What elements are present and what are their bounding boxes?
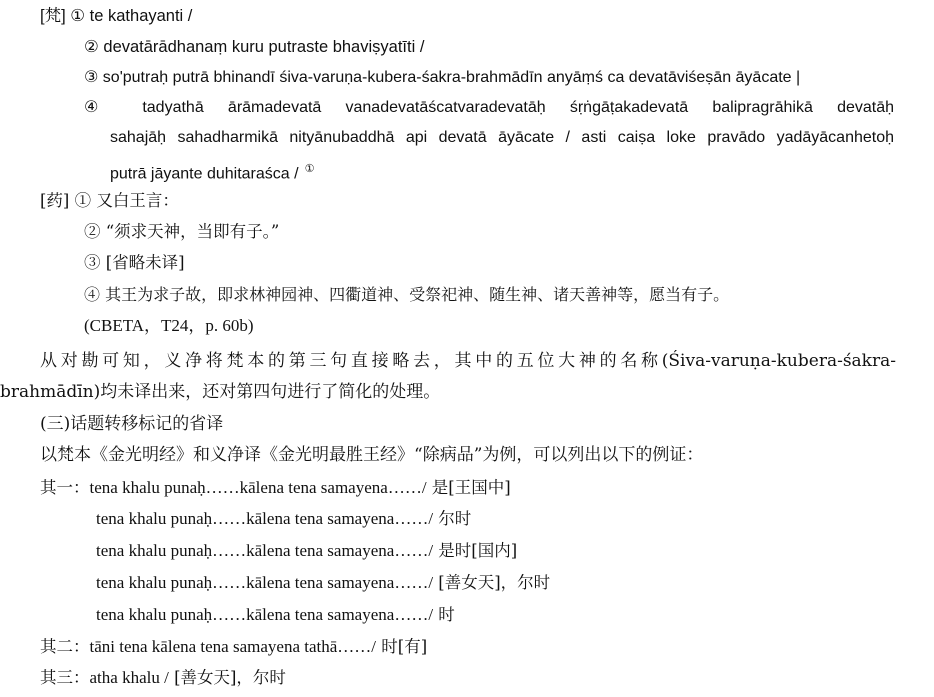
yao-text-3: [省略未译] bbox=[105, 253, 185, 272]
yao-text-4: 其王为求子故，即求林神园神、四衢道神、受祭祀神、随生神、诸天善神等，愿当有子。 bbox=[105, 285, 730, 304]
skt-line-4 bbox=[84, 97, 894, 119]
ex1-row-3 bbox=[96, 540, 517, 562]
skt-line-1 bbox=[40, 5, 192, 27]
ex1-zh-4: [善女天]，尔时 bbox=[438, 573, 551, 592]
para1-line2: brahmādīn)均未译出来，还对第四句进行了简化的处理。 bbox=[0, 382, 441, 402]
yao-num-3: ③ bbox=[84, 253, 101, 272]
skt-text-4: tadyathā ārāmadevatā vanadevatāścatvaradevatāḥ śṛṅgāṭakadevatā balipragrāhikā devatāḥ bbox=[142, 99, 895, 116]
yao-text-2: “须求天神，当即有子。” bbox=[105, 222, 280, 241]
skt-line-3 bbox=[84, 67, 800, 89]
footnote-marker: ① bbox=[304, 163, 315, 175]
yao-line-4 bbox=[84, 284, 729, 306]
ex3-skt: atha khalu / bbox=[89, 668, 169, 687]
skt-text-1: te kathayanti / bbox=[89, 7, 193, 25]
ex1-zh-2: 尔时 bbox=[438, 509, 472, 528]
ex1-row-5 bbox=[96, 604, 455, 626]
ex1-zh-1: 是[王国中] bbox=[431, 478, 511, 497]
yao-line-1 bbox=[40, 190, 179, 212]
yao-num-2: ② bbox=[84, 222, 101, 241]
ex1-label: 其一： bbox=[40, 478, 90, 497]
ex3-row bbox=[40, 667, 286, 689]
yao-citation: (CBETA，T24，p. 60b) bbox=[84, 316, 254, 335]
ex1-skt-2: tena khalu punaḥ……kālena tena samayena……/ bbox=[96, 509, 434, 528]
yao-num-4: ④ bbox=[84, 285, 101, 304]
ex1-zh-3: 是时[国内] bbox=[438, 541, 518, 560]
skt-num-3: ③ bbox=[84, 69, 99, 86]
para1-line1: 从对勘可知，义净将梵本的第三句直接略去，其中的五位大神的名称(Śiva-varuṇa-kubera-śakra- bbox=[40, 351, 896, 371]
skt-text-4-cont2: putrā jāyante duhitaraśca / bbox=[110, 165, 299, 183]
skt-line-4-cont1 bbox=[110, 127, 894, 149]
ex1-skt-5: tena khalu punaḥ……kālena tena samayena……/ bbox=[96, 605, 434, 624]
yao-tag: [药] bbox=[40, 191, 70, 210]
ex1-row-1 bbox=[40, 477, 511, 499]
ex2-zh: 时[有] bbox=[381, 637, 428, 656]
ex1-row-4 bbox=[96, 572, 550, 594]
ex1-skt-1: tena khalu punaḥ……kālena tena samayena……/ bbox=[89, 478, 427, 497]
ex3-label: 其三： bbox=[40, 668, 90, 687]
yao-text-1: 又白王言： bbox=[96, 191, 179, 210]
ex1-row-2 bbox=[96, 508, 471, 530]
yao-line-2 bbox=[84, 221, 279, 243]
ex1-zh-5: 时 bbox=[438, 605, 455, 624]
skt-line-2 bbox=[84, 36, 424, 58]
yao-num-1: ① bbox=[74, 191, 92, 210]
skt-text-4-cont1: sahajāḥ sahadharmikā nityānubaddhā api devatā āyācate / asti caiṣa loke pravādo yadāyācanhetoḥ bbox=[110, 129, 894, 146]
para2: 以梵本《金光明经》和义净译《金光明最胜王经》“除病品”为例，可以列出以下的例证： bbox=[40, 445, 704, 465]
skt-tag: [梵] bbox=[40, 7, 66, 25]
skt-text-3: so'putraḥ putrā bhinandī śiva-varuṇa-kubera-śakra-brahmādīn anyāṃś ca devatāviśeṣān āyācate | bbox=[102, 69, 801, 86]
ex2-label: 其二： bbox=[40, 637, 90, 656]
ex1-skt-3: tena khalu punaḥ……kālena tena samayena……/ bbox=[96, 541, 434, 560]
section-heading: (三)话题转移标记的省译 bbox=[40, 414, 224, 434]
ex2-skt: tāni tena kālena tena samayena tathā……/ bbox=[89, 637, 377, 656]
skt-num-2: ② bbox=[84, 38, 99, 56]
ex2-row bbox=[40, 636, 427, 658]
skt-line-4-cont2 bbox=[110, 158, 314, 185]
skt-num-1: ① bbox=[70, 7, 86, 25]
yao-line-3 bbox=[84, 252, 185, 274]
skt-text-2: devatārādhanaṃ kuru putraste bhaviṣyatīti / bbox=[103, 38, 425, 56]
skt-num-4: ④ bbox=[84, 99, 119, 116]
ex3-zh: [善女天]，尔时 bbox=[174, 668, 286, 687]
ex1-skt-4: tena khalu punaḥ……kālena tena samayena……/ bbox=[96, 573, 434, 592]
